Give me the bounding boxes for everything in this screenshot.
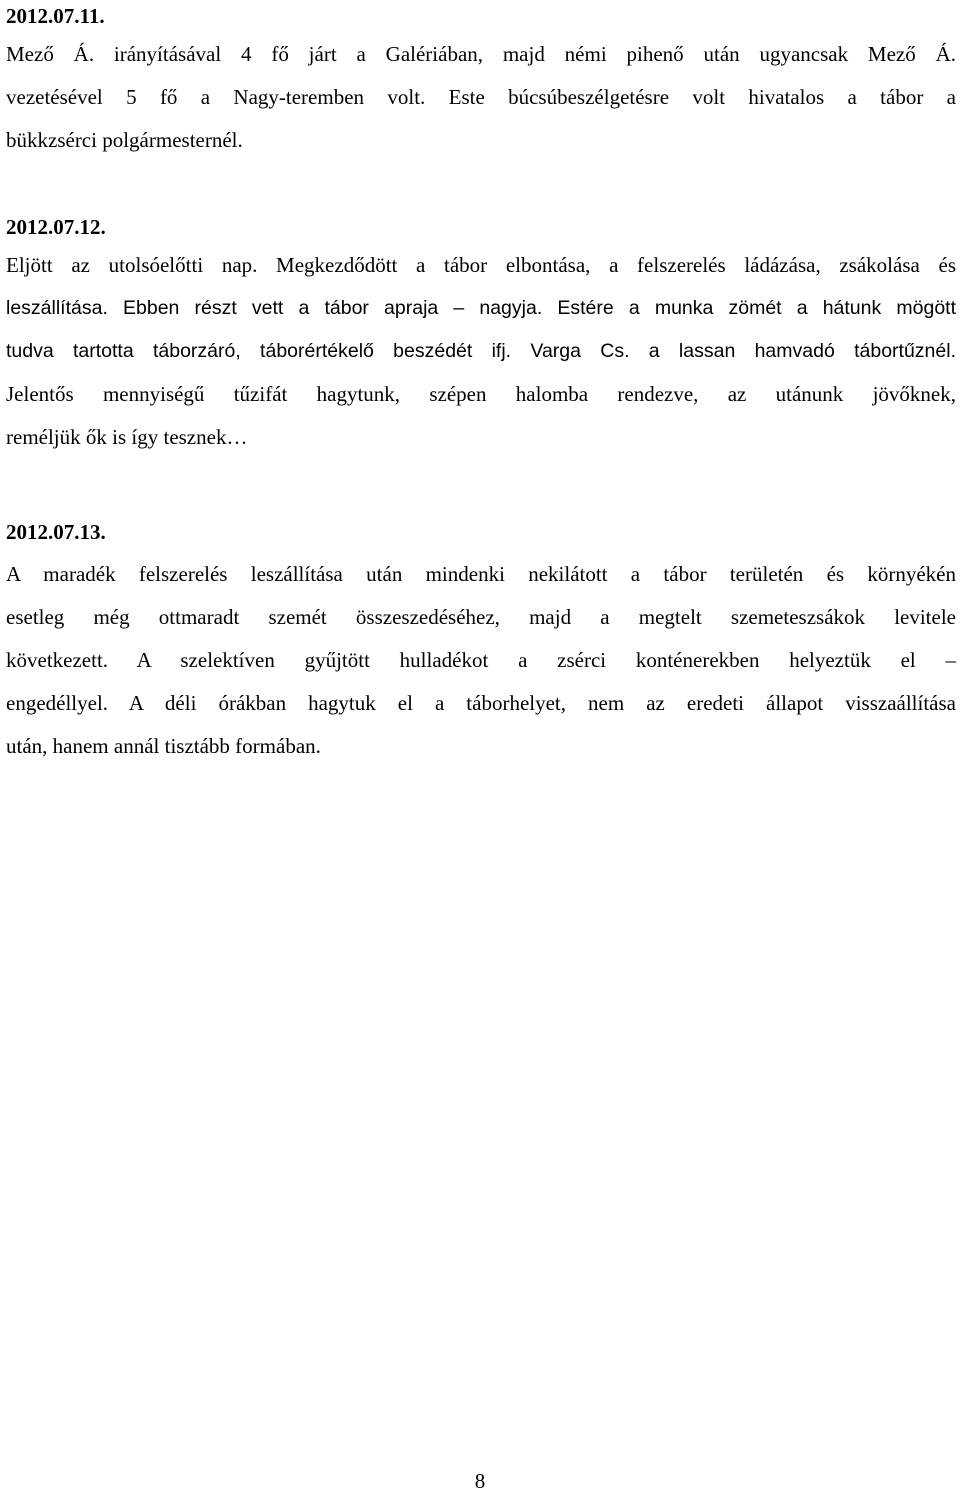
paragraph-line: vezetésével 5 fő a Nagy-teremben volt. Este búcsúbeszélgetésre volt hivatalos a tábor a [6,85,956,109]
paragraph-line: leszállítása. Ebben részt vett a tábor apraja – nagyja. Estére a munka zömét a hátunk mögött [6,297,956,319]
paragraph-line: esetleg még ottmaradt szemét összeszedéséhez, majd a megtelt szemeteszsákok levitele [6,605,956,629]
paragraph-line: után, hanem annál tisztább formában. [6,734,321,758]
entry-date: 2012.07.12. [6,215,106,239]
entry-paragraph [6,553,956,768]
paragraph-line: A maradék felszerelés leszállítása után mindenki nekilátott a tábor területén és környékén [6,562,956,586]
diary-entry-1 [6,1,956,162]
paragraph-line: Eljött az utolsóelőtti nap. Megkezdődött a tábor elbontása, a felszerelés ládázása, zsákolása és [6,253,956,277]
paragraph-line: Mező Á. irányításával 4 fő járt a Galériában, majd némi pihenő után ugyancsak Mező Á. [6,42,956,66]
diary-entry-3 [6,517,956,768]
paragraph-line: reméljük ők is így tesznek… [6,425,248,449]
diary-entry-2 [6,212,956,459]
page-number: 8 [474,1469,486,1493]
paragraph-line: tudva tartotta táborzáró, táborértékelő beszédét ifj. Varga Cs. a lassan hamvadó tábortűznél. [6,340,956,362]
paragraph-line: bükkzsérci polgármesternél. [6,128,243,152]
paragraph-line: Jelentős mennyiségű tűzifát hagytunk, szépen halomba rendezve, az utánunk jövőknek, [6,382,956,406]
entry-paragraph [6,244,956,459]
entry-date: 2012.07.13. [6,520,106,544]
entry-paragraph [6,33,956,162]
entry-date: 2012.07.11. [6,4,105,28]
paragraph-line: engedéllyel. A déli órákban hagytuk el a táborhelyet, nem az eredeti állapot visszaállítása [6,691,956,715]
paragraph-line: következett. A szelektíven gyűjtött hulladékot a zsérci konténerekben helyeztük el – [6,648,956,672]
